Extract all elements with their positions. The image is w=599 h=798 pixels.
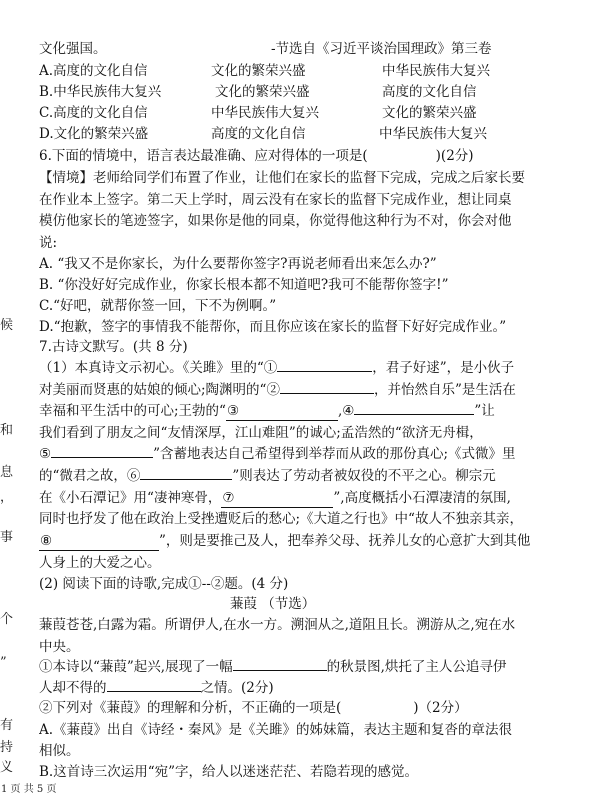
situation-line: 说: — [39, 235, 58, 251]
recitation-line — [39, 443, 595, 465]
recitation-text: ,④ — [337, 403, 355, 419]
poem-text: 中央。 — [39, 639, 80, 655]
subquestion-option-b: B.这首诗三次运用“宛”字，给人以迷迷茫茫、若隐若现的感觉。 — [39, 764, 419, 780]
subquestion-option-a-cont: 相似。 — [39, 743, 80, 759]
q6-option-c: C.“好吧，就帮你签一回，下不为例啊。” — [39, 298, 277, 314]
fill-blank-1[interactable] — [277, 371, 372, 372]
recitation-line — [39, 379, 595, 401]
option-d — [39, 123, 595, 145]
poem-question-heading: (2) 阅读下面的诗歌,完成①--②题。(4 分) — [39, 576, 289, 592]
fill-blank-2[interactable] — [280, 393, 374, 394]
fill-blank-9[interactable] — [233, 670, 327, 671]
fill-blank-4[interactable] — [354, 414, 474, 415]
situation-line: 【情境】老师给同学们布置了作业，让他们在家长的监督下完成，完成之后家长要 — [39, 170, 525, 186]
subquestion-1 — [39, 656, 595, 678]
fill-blank-6[interactable] — [140, 479, 232, 480]
recitation-line: 同时也抒发了他在政治上受挫遭贬后的愁心;《大道之行也》中“故人不独亲其亲， — [39, 511, 523, 527]
fill-blank-7[interactable] — [221, 490, 333, 508]
option-a-part1: A.高度的文化自信 — [39, 63, 148, 79]
option-d-part1: D.文化的繁荣兴盛 — [39, 126, 149, 142]
margin-fragment: 息 — [0, 465, 14, 480]
passage-end-line — [39, 38, 595, 60]
situation-line: 模仿他家长的笔迹签字，如果你是他的同桌，你觉得他这种行为不对，你会对他 — [39, 213, 512, 229]
recitation-text: ”则表达了劳动者被奴役的不平之心。柳宗元 — [232, 468, 496, 484]
margin-fragment: ” — [0, 655, 7, 670]
recitation-text: ”,高度概括小石潭凄清的氛围, — [333, 490, 511, 506]
passage-tail: 文化强国。 — [39, 41, 107, 57]
question-6-score: )(2分) — [435, 148, 474, 164]
question-7-heading: 7.古诗文默写。(共 8 分) — [39, 339, 188, 355]
blank-number: ⑦ — [222, 490, 235, 506]
question-6-stem: 6.下面的情境中，语言表达最准确、应对得体的一项是( — [39, 148, 368, 164]
subquestion-text: 的秋景图,烘托了主人公追寻伊 — [326, 659, 507, 675]
poem-title: 蒹葭 （节选） — [230, 596, 316, 612]
recitation-line — [39, 465, 595, 487]
recitation-text: ”含蓄地表达自己希望得到举荐而从政的那份真心;《式微》里 — [153, 446, 516, 462]
option-b-part1: B.中华民族伟大复兴 — [39, 84, 162, 100]
fill-blank-8[interactable] — [39, 533, 159, 551]
subquestion-text: ②下列对《蒹葭》的理解和分析，不正确的一项是( — [39, 700, 342, 716]
q6-option-b: B. “你没好好完成作业，你家长根本都不知道吧?我可不能帮你签字!” — [39, 277, 449, 293]
blank-number: ⑤ — [39, 446, 52, 462]
recitation-text: ”让 — [474, 403, 495, 419]
recitation-line: 人身上的大爱之心。 — [39, 555, 161, 571]
q6-option-d: D.“抱歉，签字的事情我不能帮你，而且你应该在家长的监督下好好完成作业。” — [39, 319, 507, 335]
fill-blank-3[interactable] — [226, 403, 338, 421]
recitation-text: 幸福和平生活中的可心;王勃的“ — [39, 403, 226, 419]
option-b-part3: 高度的文化自信 — [382, 84, 477, 100]
option-d-part2: 高度的文化自信 — [211, 126, 306, 142]
option-b-part2: 文化的繁荣兴盛 — [215, 84, 310, 100]
fill-blank-10[interactable] — [107, 691, 201, 692]
option-c — [39, 102, 595, 124]
subquestion-text: ①本诗以“蒹葭”起兴,展现了一幅 — [39, 659, 233, 675]
subquestion-text: 之情。(2分) — [200, 680, 274, 696]
option-a — [39, 60, 595, 82]
subquestion-1-cont — [39, 677, 595, 699]
recitation-line — [39, 487, 595, 509]
recitation-text: 的“微君之故，⑥ — [39, 468, 141, 484]
blank-number: ⑧ — [40, 533, 53, 549]
subquestion-2 — [39, 697, 595, 719]
margin-fragment: 事 — [0, 530, 14, 545]
recitation-line — [39, 357, 595, 379]
margin-fragment: 候 — [0, 318, 14, 333]
margin-fragment: ， — [0, 490, 14, 505]
recitation-line — [39, 530, 595, 552]
option-a-part2: 文化的繁荣兴盛 — [211, 63, 306, 79]
margin-fragment: 持 — [0, 740, 14, 755]
margin-fragment: 和 — [0, 423, 14, 438]
recitation-text: ”，则是要推己及人，把奉养父母、抚养儿女的心意扩大到其他 — [159, 533, 531, 549]
fill-blank-5[interactable] — [51, 457, 153, 458]
blank-number: ③ — [226, 403, 240, 419]
recitation-text: （1）本真诗文示初心。《关雎》里的“① — [39, 360, 278, 376]
question-6 — [39, 145, 595, 167]
source-citation: -节选自《习近平谈治国理政》第三卷 — [271, 41, 492, 57]
q6-option-a: A. “我又不是你家长，为什么要帮你签字?再说老师看出来怎么办?” — [39, 256, 437, 272]
subquestion-option-a: A.《蒹葭》出自《诗经・秦风》是《关雎》的姊妹篇，表达主题和复沓的章法很 — [39, 722, 513, 738]
option-d-part3: 中华民族伟大复兴 — [379, 126, 487, 142]
recitation-line — [39, 400, 595, 422]
option-c-part1: C.高度的文化自信 — [39, 105, 148, 121]
situation-line: 在作业本上签字。第二天上学时，周云没有在家长的监督下完成作业，想让同桌 — [39, 192, 512, 208]
recitation-text: 在《小石潭记》用“凄神寒骨， — [39, 490, 222, 506]
option-a-part3: 中华民族伟大复兴 — [382, 63, 490, 79]
recitation-text: ，并怡然自乐”是生活在 — [373, 382, 516, 398]
margin-fragment: 个 — [0, 612, 14, 627]
option-b — [39, 81, 595, 103]
recitation-text: 对美丽而贤惠的姑娘的倾心;陶渊明的“② — [39, 382, 280, 398]
option-c-part3: 文化的繁荣兴盛 — [382, 105, 477, 121]
poem-text: 蒹葭苍苍,白露为霜。所谓伊人,在水一方。溯洄从之,道阻且长。溯游从之,宛在水 — [39, 617, 516, 633]
recitation-text: ，君子好逑”，是小伙子 — [372, 360, 515, 376]
margin-fragment: 义 — [0, 760, 14, 775]
subquestion-text: 人却不得的 — [39, 680, 107, 696]
subquestion-text: )（2分） — [413, 700, 468, 716]
page-footer: 1 页 共 5 页 — [1, 784, 57, 795]
margin-fragment: 有 — [0, 718, 14, 733]
option-c-part2: 中华民族伟大复兴 — [211, 105, 319, 121]
recitation-line: 我们看到了朋友之间“友情深厚，江山难阻”的诚心;孟浩然的“欲济无舟楫， — [39, 425, 483, 441]
